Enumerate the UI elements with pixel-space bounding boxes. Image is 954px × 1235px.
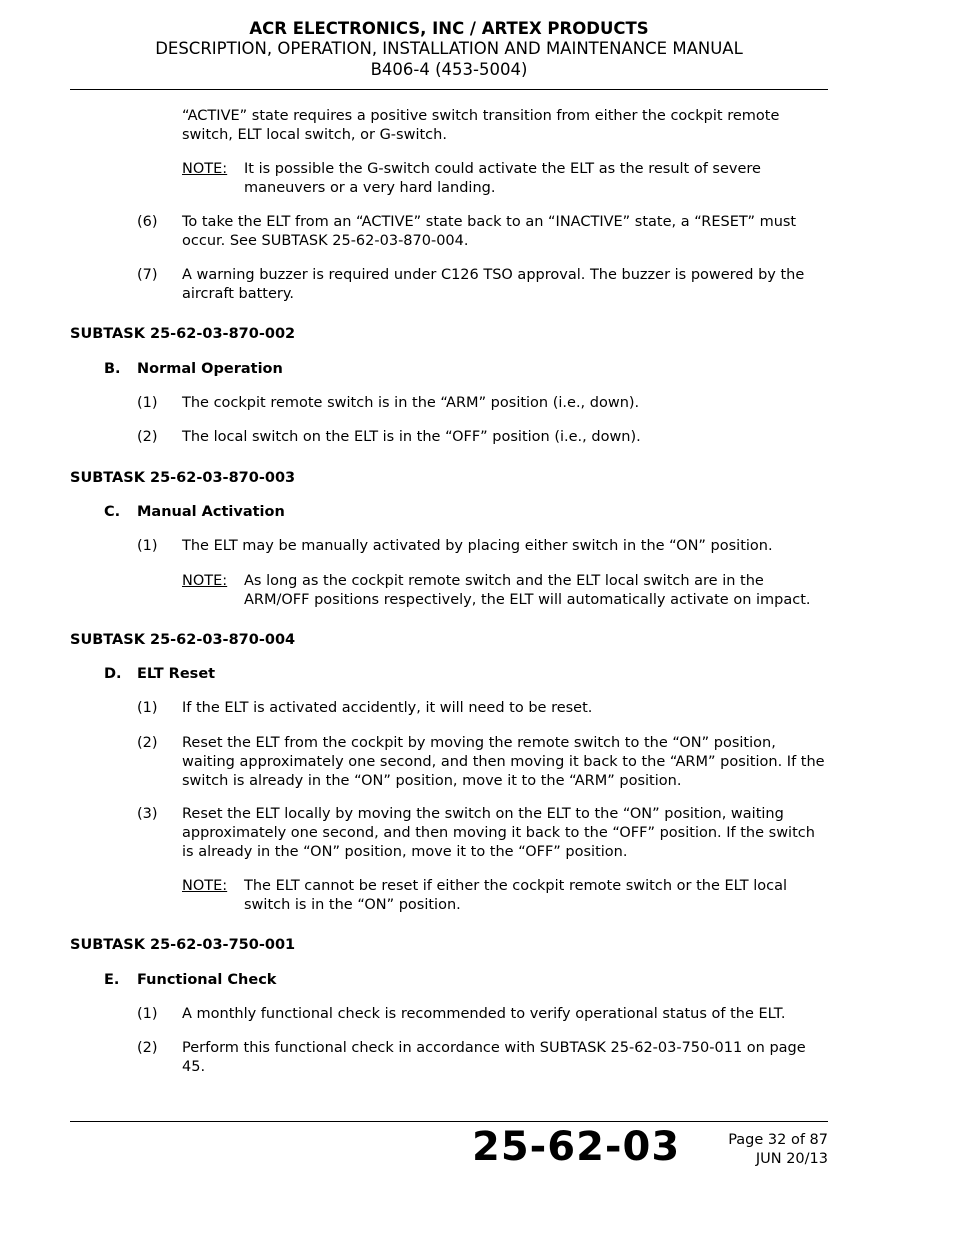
item-text: Reset the ELT locally by moving the switch on the ELT to the “ON” position, waiting approximately one second, and then moving it back to the “OFF” position. If the switch is already in the “ON” position, move it to the “OFF” position. [182,806,815,860]
item-number: (1) [137,395,158,411]
revision-date: JUN 20/13 [755,1151,828,1167]
item-number: (3) [137,806,158,822]
subtask-heading: SUBTASK 25-62-03-750-001 [70,937,296,953]
note-label: NOTE: [182,161,228,177]
section-title: ELT Reset [137,666,216,682]
note-text: As long as the cockpit remote switch and the ELT local switch are in the ARM/OFF positions respectively, the ELT will automatically activate on impact. [244,573,811,608]
item-text: The cockpit remote switch is in the “ARM” position (i.e., down). [182,395,640,411]
note-text: The ELT cannot be reset if either the cockpit remote switch or the ELT local switch is in the “ON” position. [244,878,787,913]
footer-rule [70,1121,828,1122]
item-number: (6) [137,214,158,230]
page-number: Page 32 of 87 [728,1132,828,1148]
item-number: (2) [137,429,158,445]
section-letter: E. [104,972,120,988]
subtask-heading: SUBTASK 25-62-03-870-002 [70,326,296,342]
item-number: (1) [137,1006,158,1022]
item-number: (2) [137,735,158,751]
item-number: (1) [137,538,158,554]
section-title: Normal Operation [137,361,283,377]
header-company: ACR ELECTRONICS, INC / ARTEX PRODUCTS [249,19,649,38]
item-text: A warning buzzer is required under C126 TSO approval. The buzzer is powered by the aircraft battery. [182,267,805,302]
item-text: Perform this functional check in accordance with SUBTASK 25-62-03-750-011 on page 45. [182,1040,806,1075]
header-model: B406-4 (453-5004) [370,60,528,79]
header-rule [70,89,828,90]
chapter-code: 25-62-03 [472,1124,681,1170]
item-text: Reset the ELT from the cockpit by moving the remote switch to the “ON” position, waiting approximately one second, and then moving it back to the “ARM” position. If the switch is already in the “ON” position, move it to the “ARM” position. [182,735,825,789]
section-title: Manual Activation [137,504,285,520]
section-title: Functional Check [137,972,277,988]
item-text: If the ELT is activated accidently, it will need to be reset. [182,700,593,716]
subtask-heading: SUBTASK 25-62-03-870-003 [70,470,296,486]
intro-paragraph: “ACTIVE” state requires a positive switch transition from either the cockpit remote switch, ELT local switch, or G-switch. [182,108,780,143]
section-letter: B. [104,361,121,377]
note-label: NOTE: [182,878,228,894]
subtask-heading: SUBTASK 25-62-03-870-004 [70,632,296,648]
item-text: The ELT may be manually activated by placing either switch in the “ON” position. [182,538,773,554]
item-number: (1) [137,700,158,716]
note-text: It is possible the G-switch could activate the ELT as the result of severe maneuvers or a very hard landing. [244,161,761,196]
item-number: (2) [137,1040,158,1056]
note-label: NOTE: [182,573,228,589]
item-text: To take the ELT from an “ACTIVE” state back to an “INACTIVE” state, a “RESET” must occur. See SUBTASK 25-62-03-870-004. [182,214,797,249]
item-number: (7) [137,267,158,283]
item-text: The local switch on the ELT is in the “OFF” position (i.e., down). [182,429,641,445]
section-letter: C. [104,504,121,520]
section-letter: D. [104,666,122,682]
item-text: A monthly functional check is recommended to verify operational status of the ELT. [182,1006,786,1022]
header-manual-title: DESCRIPTION, OPERATION, INSTALLATION AND MAINTENANCE MANUAL [155,39,743,58]
